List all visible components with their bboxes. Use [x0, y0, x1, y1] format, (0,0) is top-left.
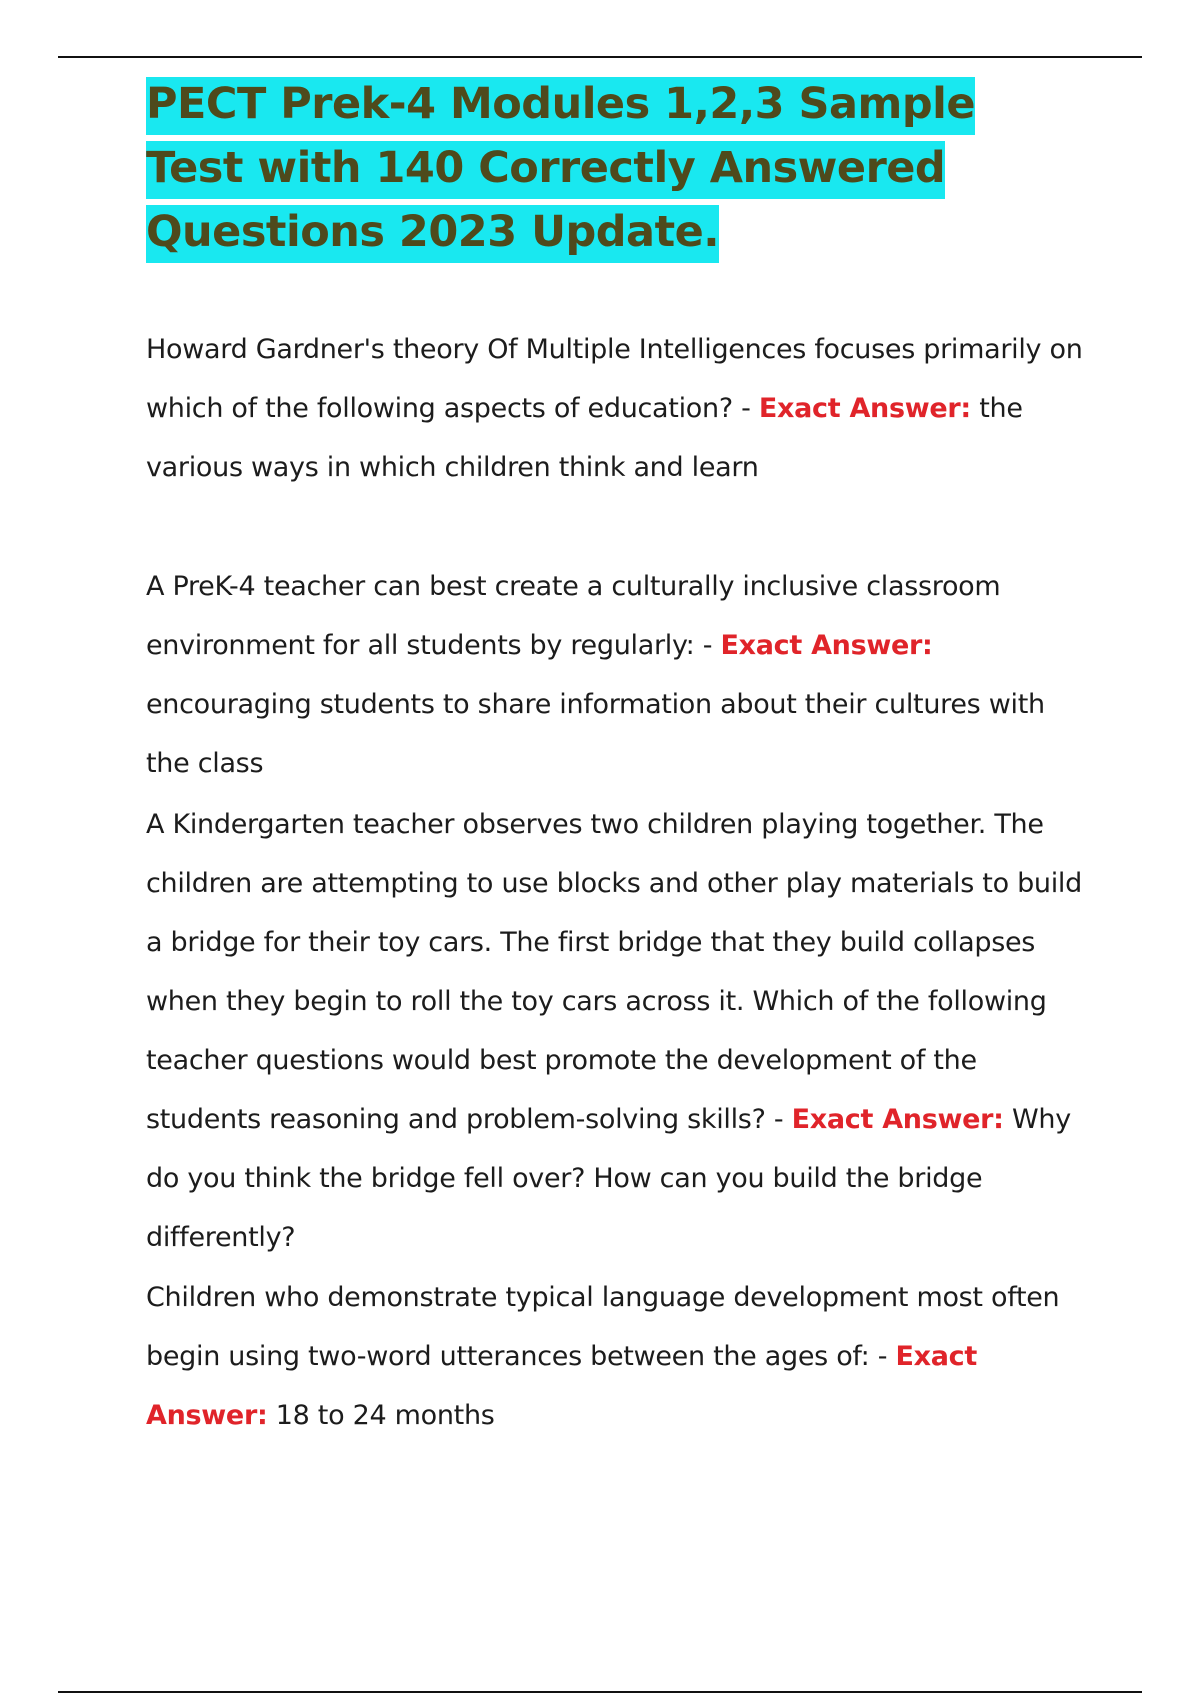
bottom-rule	[58, 1691, 1142, 1693]
separator: -	[869, 1341, 896, 1372]
answer-label: Exact Answer:	[146, 1341, 977, 1431]
qa-item-4	[146, 1268, 1096, 1445]
answer-label: Exact Answer:	[791, 1104, 1004, 1135]
document-title	[146, 72, 1046, 264]
answer-text: Why do you think the bridge fell over? How can you build the bridge differently?	[146, 1104, 1071, 1253]
separator: -	[765, 1104, 792, 1135]
question-text: Howard Gardner's theory Of Multiple Intelligences focuses primarily on which of the following aspects of education?	[146, 334, 1083, 424]
answer-text: encouraging students to share information about their cultures with the class	[146, 689, 1045, 779]
question-text: Children who demonstrate typical language development most often begin using two-word utterances between the ages of:	[146, 1282, 1060, 1372]
qa-item-2	[146, 557, 1096, 793]
answer-text: the various ways in which children think and learn	[146, 393, 1023, 483]
answer-label: Exact Answer:	[720, 630, 933, 661]
answer-label: Exact Answer:	[758, 393, 971, 424]
separator: -	[732, 393, 759, 424]
qa-item-1	[146, 320, 1096, 497]
question-text: A PreK-4 teacher can best create a culturally inclusive classroom environment for all students by regularly:	[146, 571, 1001, 661]
title-highlight: PECT Prek-4 Modules 1,2,3 Sample Test with 140 Correctly Answered Questions 2023 Update.	[146, 77, 975, 263]
qa-item-3	[146, 795, 1096, 1267]
separator: -	[694, 630, 721, 661]
answer-text: 18 to 24 months	[275, 1400, 495, 1431]
top-rule	[58, 56, 1142, 58]
question-text: A Kindergarten teacher observes two children playing together. The children are attempting to use blocks and other play materials to build a bridge for their toy cars. The first bridge that they build collapses when they begin to roll the toy cars across it. Which of the following teacher questions would best promote the development of the students reasoning and problem-solving skills?	[146, 809, 1082, 1135]
